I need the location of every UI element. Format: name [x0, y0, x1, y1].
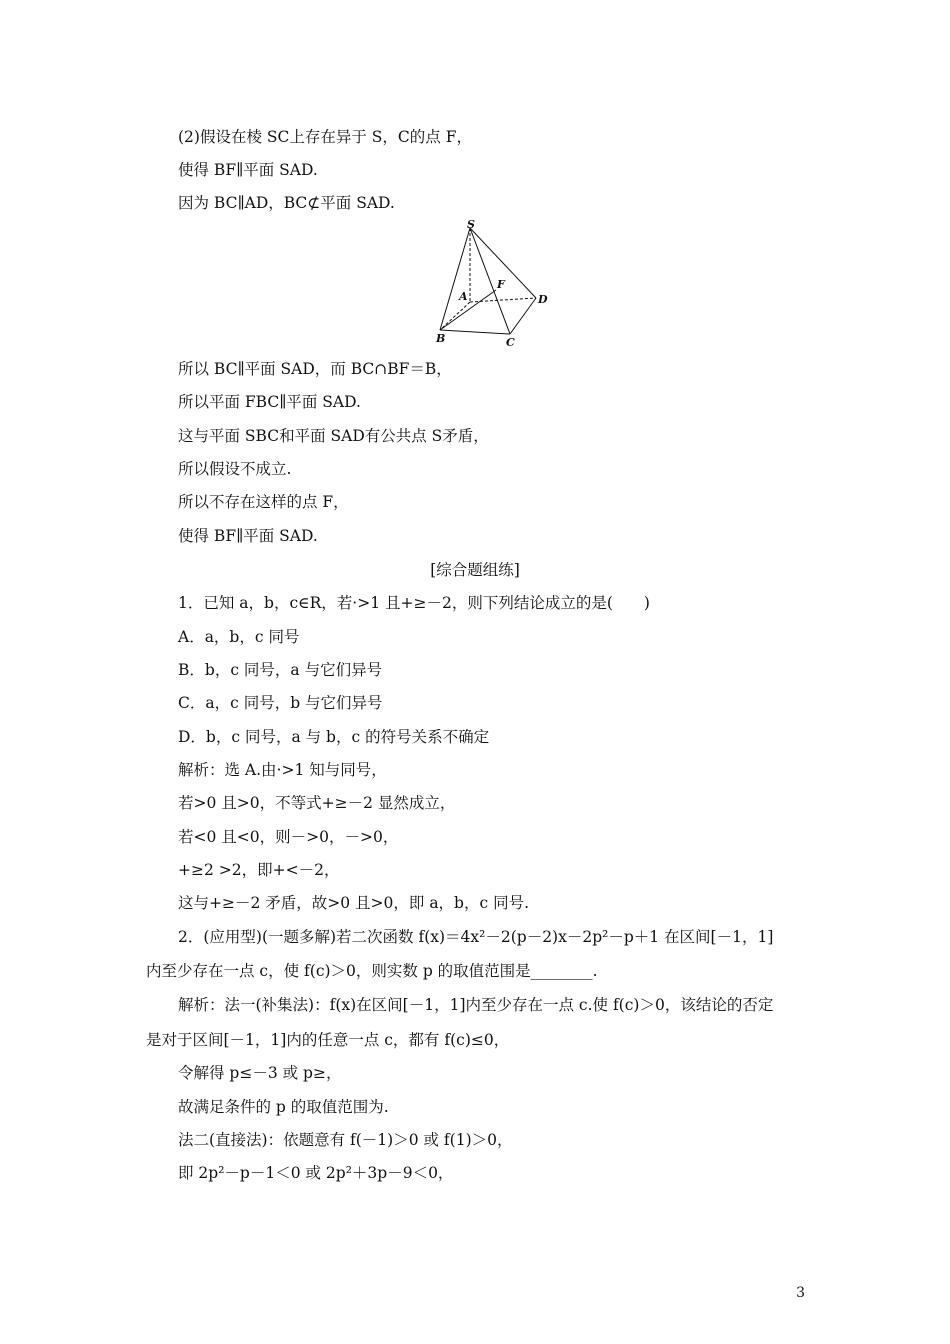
- q2-stem-1: 2．(应用型)(一题多解)若二次函数 f(x)＝4x²－2(p－2)x－2p²－p＋1 在区间[－1，1]: [178, 928, 774, 946]
- label-F: F: [497, 278, 505, 291]
- conclusion-line-1: 所以 BC∥平面 SAD，而 BC∩BF＝B，: [178, 360, 452, 378]
- part2-line-2: 使得 BF∥平面 SAD.: [178, 161, 318, 179]
- q1-option-b: B．b，c 同号，a 与它们异号: [178, 661, 383, 679]
- conclusion-line-6: 使得 BF∥平面 SAD.: [178, 527, 318, 545]
- q2-solution-6: 即 2p²－p－1＜0 或 2p²＋3p－9＜0，: [178, 1164, 454, 1182]
- section-title: [综合题组练]: [430, 561, 520, 579]
- part2-line-1: (2)假设在棱 SC上存在异于 S，C的点 F，: [178, 128, 472, 146]
- conclusion-line-4: 所以假设不成立.: [178, 460, 292, 478]
- q2-solution-4: 故满足条件的 p 的取值范围为.: [178, 1098, 389, 1116]
- page-number: 3: [796, 1285, 805, 1301]
- q1-option-a: A．a，b，c 同号: [178, 628, 300, 646]
- pyramid-diagram: [420, 218, 560, 350]
- label-B: B: [436, 332, 446, 345]
- q1-stem: 1．已知 a，b，c∈R，若·>1 且+≥－2，则下列结论成立的是( ): [178, 594, 650, 612]
- conclusion-line-2: 所以平面 FBC∥平面 SAD.: [178, 393, 361, 411]
- q1-solution-2: 若>0 且>0，不等式+≥－2 显然成立，: [178, 794, 456, 812]
- q1-option-d: D．b，c 同号，a 与 b，c 的符号关系不确定: [178, 728, 490, 746]
- conclusion-line-5: 所以不存在这样的点 F，: [178, 493, 349, 511]
- label-C: C: [506, 336, 515, 349]
- q1-solution-5: 这与+≥－2 矛盾，故>0 且>0，即 a，b，c 同号.: [178, 894, 530, 912]
- q2-stem-2: 内至少存在一点 c，使 f(c)＞0，则实数 p 的取值范围是________.: [146, 962, 598, 980]
- pyramid-figure: [420, 218, 560, 350]
- q2-solution-3: 令解得 p≤－3 或 p≥，: [178, 1064, 342, 1082]
- q2-solution-2: 是对于区间[－1，1]内的任意一点 c，都有 f(c)≤0，: [146, 1031, 510, 1049]
- q1-solution-4: +≥2 >2，即+<－2，: [178, 861, 340, 879]
- q2-solution-5: 法二(直接法)：依题意有 f(－1)＞0 或 f(1)＞0，: [178, 1131, 513, 1149]
- q1-solution-3: 若<0 且<0，则－>0，－>0，: [178, 828, 399, 846]
- label-S: S: [467, 218, 475, 231]
- q2-solution-1: 解析：法一(补集法)：f(x)在区间[－1，1]内至少存在一点 c.使 f(c)＞0，该结论的否定: [178, 996, 774, 1014]
- part2-line-3: 因为 BC∥AD，BC⊄平面 SAD.: [178, 194, 395, 212]
- label-D: D: [538, 293, 548, 306]
- label-A: A: [459, 290, 468, 303]
- q1-option-c: C．a，c 同号，b 与它们异号: [178, 694, 383, 712]
- conclusion-line-3: 这与平面 SBC和平面 SAD有公共点 S矛盾，: [178, 427, 489, 445]
- q1-solution-1: 解析：选 A.由·>1 知与同号，: [178, 761, 387, 779]
